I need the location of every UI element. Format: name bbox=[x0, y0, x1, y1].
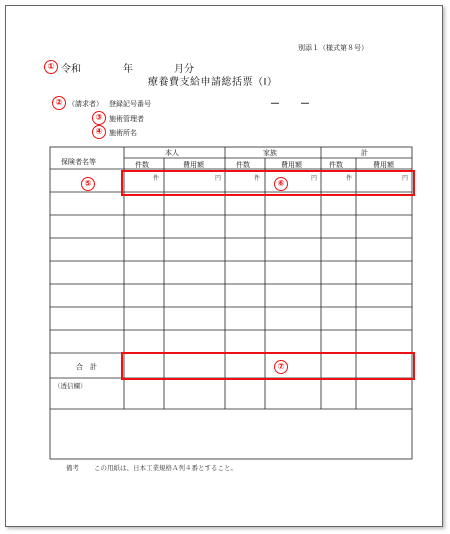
form-page bbox=[5, 5, 443, 527]
marker-1: ① bbox=[44, 60, 58, 74]
unit-yen: 円 bbox=[311, 175, 318, 182]
manager-label: 施術管理者 bbox=[109, 115, 144, 123]
form-title: 療養費支給申請総括票（Ⅰ） bbox=[148, 77, 278, 88]
claimant-label: （請求者） bbox=[68, 100, 103, 108]
year-label: 年 bbox=[123, 64, 133, 75]
unit-count: 件 bbox=[346, 175, 353, 182]
marker-6: ⑥ bbox=[274, 177, 288, 191]
group-header-family: 家族 bbox=[263, 149, 277, 157]
highlight-total-row bbox=[121, 352, 415, 380]
unit-yen: 円 bbox=[402, 175, 409, 182]
marker-4: ④ bbox=[92, 125, 106, 139]
marker-5: ⑤ bbox=[81, 177, 95, 191]
unit-yen: 円 bbox=[215, 175, 222, 182]
sub-header-amount: 費用額 bbox=[373, 161, 394, 169]
table-grid bbox=[6, 6, 442, 526]
note-text: この用紙は、日本工業規格Ａ列４番とすること。 bbox=[94, 464, 237, 472]
group-header-self: 本人 bbox=[165, 149, 179, 157]
sub-header-count: 件数 bbox=[135, 161, 149, 169]
remarks-label: （透信欄） bbox=[54, 382, 87, 390]
insurer-header: 保険者名等 bbox=[61, 158, 96, 166]
unit-count: 件 bbox=[254, 175, 261, 182]
sub-header-amount: 費用額 bbox=[281, 161, 302, 169]
sub-header-amount: 費用額 bbox=[183, 161, 204, 169]
sub-header-count: 件数 bbox=[329, 161, 343, 169]
highlight-first-row bbox=[121, 170, 415, 196]
total-label: 合 計 bbox=[76, 363, 97, 371]
unit-count: 件 bbox=[153, 175, 160, 182]
registration-value: － － bbox=[270, 99, 310, 110]
group-header-total: 計 bbox=[361, 149, 368, 157]
era-label: 令和 bbox=[61, 64, 81, 75]
note-label: 備考 bbox=[66, 464, 79, 472]
marker-2: ② bbox=[52, 96, 66, 110]
form-reference: 別添１（様式第８号） bbox=[298, 44, 368, 52]
marker-3: ③ bbox=[92, 111, 106, 125]
registration-label: 登録記号番号 bbox=[109, 100, 151, 108]
office-label: 施術所名 bbox=[109, 129, 137, 137]
sub-header-count: 件数 bbox=[236, 161, 250, 169]
month-label: 月分 bbox=[174, 64, 194, 75]
marker-7: ⑦ bbox=[274, 360, 288, 374]
